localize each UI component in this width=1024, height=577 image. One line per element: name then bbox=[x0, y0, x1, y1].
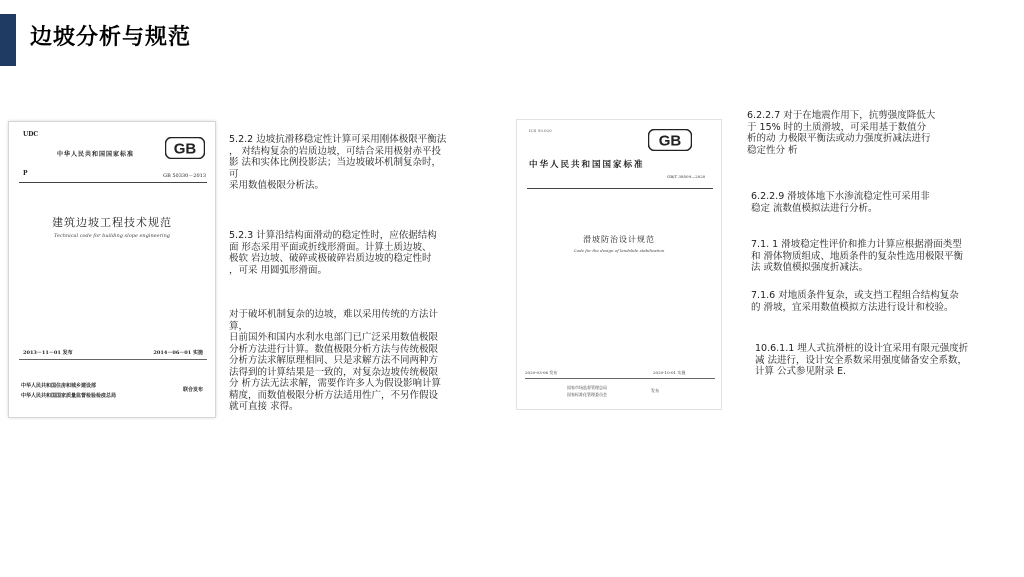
standard-code: GB 50330－2013 bbox=[163, 173, 206, 179]
issue-date: 2020-03-06 发布 bbox=[525, 370, 558, 375]
standard-title: 滑坡防治设计规范 bbox=[583, 235, 655, 244]
divider bbox=[527, 188, 713, 189]
standard-title: 建筑边坡工程技术规范 bbox=[52, 216, 172, 229]
country-standard-label: 中华人民共和国国家标准 bbox=[529, 160, 645, 170]
publisher-1: 中华人民共和国住房和城乡建设部 bbox=[21, 383, 97, 389]
gb-logo-text: GB bbox=[658, 132, 682, 150]
standard-cover-landslide bbox=[516, 119, 722, 410]
standard-english-title: Code for the design of landslide stabilization bbox=[573, 248, 665, 253]
standard-english-title: Technical code for building slope engineering bbox=[54, 233, 170, 239]
clause-6-2-2-9: 6.2.2.9 滑坡体地下水渗流稳定性可采用非 稳定 流数值模拟法进行分析。 bbox=[751, 191, 930, 214]
publisher-1: 国家市场监督管理总局 bbox=[567, 385, 607, 390]
title-accent-bar bbox=[0, 14, 16, 66]
clause-5-2-2: 5.2.2 边坡抗滑移稳定性计算可采用刚体极限平衡法 ， 对结构复杂的岩质边坡，可结合采用极射赤平投 影 法和实体比例投影法；当边坡破坏机制复杂时， 可 采用数值极限分析法。 bbox=[229, 134, 447, 191]
joint-issue-label: 联合发布 bbox=[183, 387, 204, 393]
divider bbox=[19, 359, 207, 360]
slide-title: 边坡分析与规范 bbox=[30, 25, 192, 50]
clause-5-2-3: 5.2.3 计算沿结构面滑动的稳定性时，应依据结构 面 形态采用平面或折线形滑面。计算土质边坡、 极软 岩边坡、破碎或极破碎岩质边坡的稳定性时 ，可采 用圆弧形滑面。 bbox=[229, 230, 437, 276]
standard-code: GB/T 38509—2020 bbox=[667, 174, 706, 179]
clause-7-1-1: 7.1. 1 滑坡稳定性评价和推力计算应根据滑面类型 和 滑体物质组成、地质条件的复杂性选用极限平衡 法 或数值模拟强度折减法。 bbox=[751, 239, 964, 273]
ics-label: ICS 93.020 bbox=[529, 128, 552, 133]
issue-date: 2013－11－01 发布 bbox=[23, 350, 73, 356]
divider bbox=[19, 182, 207, 183]
implement-date: 2014－06－01 实施 bbox=[153, 350, 203, 356]
clause-6-2-2-7: 6.2.2.7 对于在地震作用下，抗剪强度降低大 于 15% 时的土质滑坡，可采用基于数值分 析的动 力极限平衡法或动力强度折减法进行 稳定性分 析 bbox=[747, 110, 936, 156]
standard-cover-gb50330 bbox=[8, 121, 216, 418]
country-standard-label: 中华人民共和国国家标准 bbox=[57, 151, 135, 158]
publisher-2: 国家标准化管理委员会 bbox=[567, 392, 607, 397]
udc-label: UDC bbox=[23, 131, 39, 138]
gb-logo-icon bbox=[165, 137, 205, 159]
clause-7-1-6: 7.1.6 对地质条件复杂，或支挡工程组合结构复杂 的 滑坡，宜采用数值模拟方法进行设计和校验。 bbox=[751, 290, 959, 313]
clause-explanation: 对于破坏机制复杂的边坡，难以采用传统的方法计 算， 日前国外和国内水利水电部门已广泛采用数值极限 分析方法进行计算。数值极限分析方法与传统极限 分析方法求解原理相同、只是求解方法不同两种方 法得到的计算结果是一致的，对复杂边坡传统极限 分 析方法无法求解，需要作许多人为假设影响计算 精度，而数值极限分析方法适用性广，不另作假设 就可直接 求得。 bbox=[229, 309, 442, 412]
gb-logo-icon bbox=[648, 129, 692, 151]
publish-label: 发布 bbox=[651, 388, 659, 393]
p-mark: P bbox=[23, 170, 28, 177]
publisher-2: 中华人民共和国国家质量监督检验检疫总局 bbox=[21, 393, 117, 399]
clause-10-6-1-1: 10.6.1.1 埋人式抗滑桩的设计宜采用有限元强度折 减 法进行，设计安全系数采用强度储备安全系数， 计算 公式参见附录 E. bbox=[755, 343, 969, 377]
divider bbox=[525, 378, 715, 379]
gb-logo-text: GB bbox=[173, 140, 197, 158]
implement-date: 2020-10-01 实施 bbox=[653, 370, 686, 375]
